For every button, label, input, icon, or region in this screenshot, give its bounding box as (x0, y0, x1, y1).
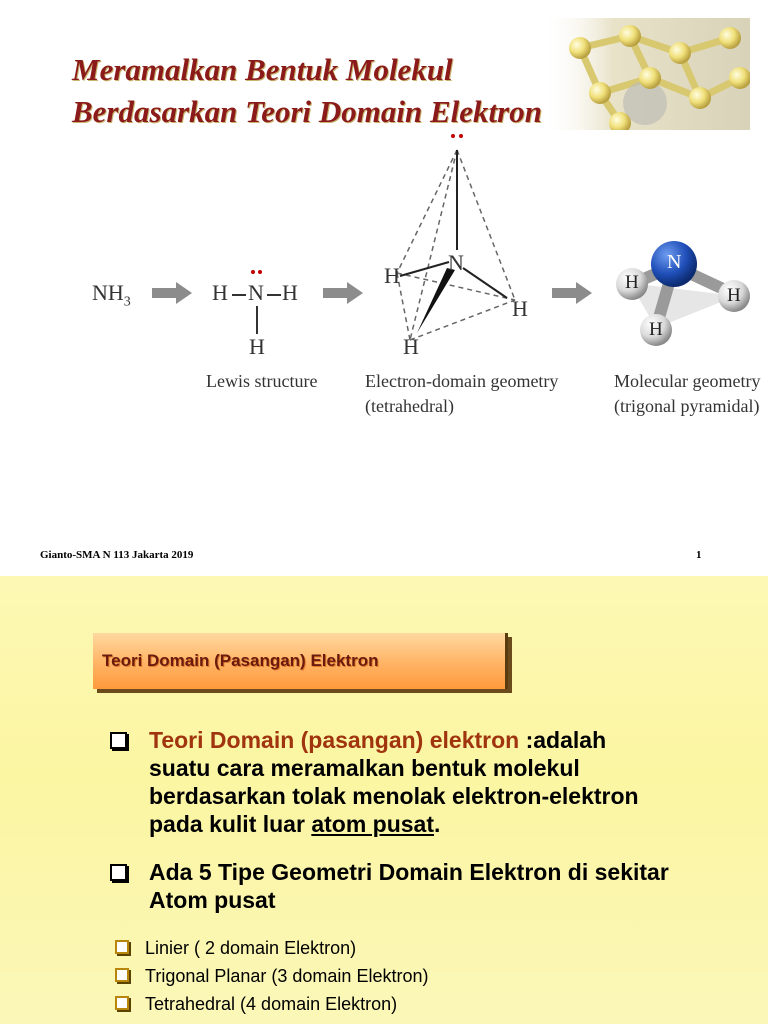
atom-h: H (649, 319, 663, 340)
atom-h: H (625, 272, 639, 293)
atom-h: H (512, 296, 528, 321)
definition-period: . (434, 811, 441, 837)
atom-h: H (727, 285, 741, 306)
checkbox-bullet-icon (115, 996, 129, 1010)
electron-domain-caption-sub: (tetrahedral) (365, 396, 454, 416)
definition-term: Teori Domain (pasangan) elektron (149, 727, 520, 753)
definition-underlined-term: atom pusat (311, 811, 435, 837)
atom-h: H (249, 334, 265, 359)
definition-rest: :adalah (519, 727, 607, 753)
bullet-geometry-types-text (149, 858, 749, 914)
definition-line-3: berdasarkan tolak menolak elektron-elektron (149, 783, 639, 809)
slide-title-line-2: Berdasarkan Teori Domain Elektron (72, 94, 542, 129)
molecular-geometry-caption: Molecular geometry (614, 371, 761, 391)
checkbox-bullet-icon (110, 864, 127, 881)
checkbox-bullet-icon (115, 940, 129, 954)
definition-line-2: suatu cara meramalkan bentuk molekul (149, 755, 580, 781)
nh3-formula: $NH_3$ (92, 280, 131, 310)
arrow-icon (152, 282, 192, 304)
slide-2 (0, 576, 768, 1024)
lewis-structure-caption: Lewis structure (206, 371, 318, 391)
slide-number: 1 (696, 549, 702, 561)
atom-n: N (448, 250, 464, 275)
section-header: Teori Domain (Pasangan) Elektron (102, 651, 379, 670)
bullet-definition-text (149, 726, 729, 838)
sub-item-tetrahedral (145, 994, 397, 1015)
definition-line-4: pada kulit luar (149, 811, 312, 837)
slide-title-line-1: Meramalkan Bentuk Molekul (72, 52, 453, 87)
lewis-structure (212, 266, 302, 361)
bullet-definition (110, 726, 710, 846)
sub-item-trigonal-planar (145, 966, 428, 987)
atom-n: N (667, 251, 682, 273)
checkbox-bullet-icon (110, 732, 127, 749)
sub-item-label: Linier ( 2 domain Elektron) (145, 938, 357, 958)
checkbox-bullet-icon (115, 968, 129, 982)
atom-h: H (403, 334, 419, 359)
electron-domain-caption: Electron-domain geometry (365, 371, 559, 391)
tetrahedral-diagram (375, 128, 545, 363)
sub-item-linier (145, 938, 356, 959)
atom-n: N (248, 280, 264, 305)
section-header-box (93, 633, 508, 689)
arrow-icon (552, 282, 592, 304)
geometry-types-line-2: Atom pusat (149, 887, 276, 913)
atom-h: H (384, 263, 400, 288)
arrow-icon (323, 282, 363, 304)
atom-h: H (212, 280, 228, 305)
sub-item-label: Trigonal Planar (3 domain Elektron) (145, 966, 429, 986)
bullet-geometry-types (110, 858, 710, 918)
geometry-types-line-1: Ada 5 Tipe Geometri Domain Elektron di sekitar (149, 859, 669, 885)
molecular-geometry-caption-sub: (trigonal pyramidal) (614, 396, 760, 416)
sub-item-label: Tetrahedral (4 domain Elektron) (145, 994, 398, 1014)
footer-author: Gianto-SMA N 113 Jakarta 2019 (40, 549, 194, 561)
atom-h: H (282, 280, 298, 305)
molecule-model-image (540, 18, 750, 130)
